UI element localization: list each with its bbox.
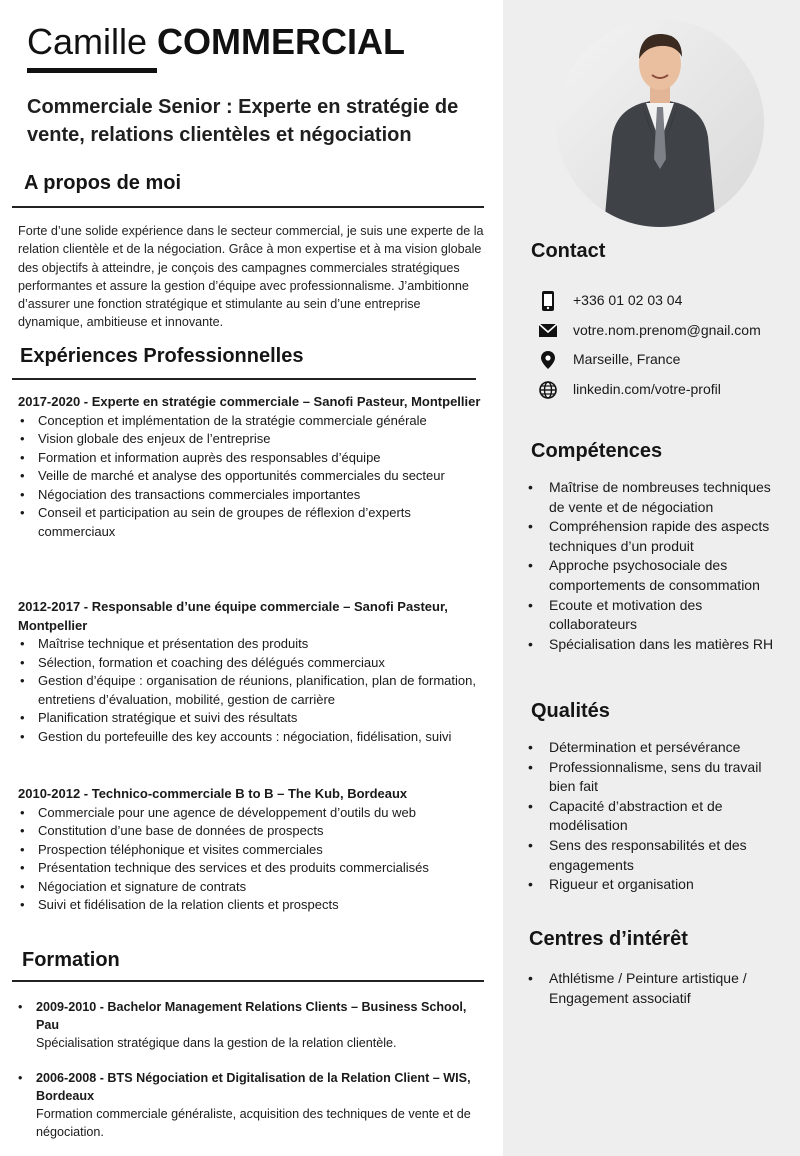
education-body [18, 1069, 488, 1141]
quality-item: • Détermination et persévérance [528, 738, 790, 758]
education-bullet: • [18, 1000, 23, 1014]
skill-item: • Ecoute et motivation des collaborateurs [528, 596, 790, 635]
skill-item: • Approche psychosociale des comportements de consommation [528, 556, 790, 595]
skill-item: • Spécialisation dans les matières RH [528, 635, 790, 655]
job-task: • Commerciale pour une agence de développement d’outils du web [18, 804, 488, 823]
job-title: 2017-2020 - Experte en stratégie commerciale – Sanofi Pasteur, Montpellier [18, 394, 481, 409]
globe-icon [538, 380, 558, 398]
qualities-list [528, 738, 790, 895]
location-pin-icon [538, 350, 558, 368]
skill-item: • Maîtrise de nombreuses techniques de vente et de négociation [528, 478, 790, 517]
quality-item: • Sens des responsabilités et des engagements [528, 836, 790, 875]
interests-title: Centres d’intérêt [529, 928, 688, 950]
job-entry [18, 393, 488, 541]
education-description: Spécialisation stratégique dans la gestion de la relation clientèle. [36, 1036, 397, 1050]
linkedin-url: linkedin.com/votre-profil [573, 381, 721, 397]
contact-location [538, 348, 788, 370]
job-tasks [18, 635, 488, 746]
quality-item: • Capacité d’abstraction et de modélisation [528, 797, 790, 836]
headline: Commerciale Senior : Experte en stratégie de vente, relations clientèles et négociation [27, 96, 459, 146]
education-rule [12, 980, 484, 982]
skills-list [528, 478, 790, 654]
job-task: • Conception et implémentation de la stratégie commerciale générale [18, 412, 488, 431]
experience-title: Expériences Professionnelles [20, 345, 304, 367]
job-task: • Formation et information auprès des responsables d’équipe [18, 449, 488, 468]
location: Marseille, France [573, 351, 681, 367]
job-task: • Présentation technique des services et des produits commercialisés [18, 859, 488, 878]
quality-item: • Rigueur et organisation [528, 875, 790, 895]
contact-linkedin [538, 378, 788, 400]
interest-item: • Athlétisme / Peinture artistique / Engagement associatif [528, 969, 790, 1008]
job-task: • Négociation et signature de contrats [18, 878, 488, 897]
job-tasks [18, 804, 488, 915]
first-name: Camille [27, 21, 148, 62]
job-task: • Gestion d’équipe : organisation de réunions, planification, plan de formation, entretiens d’évaluation, mobilité, gestion de carrière [18, 672, 488, 709]
job-task: • Sélection, formation et coaching des délégués commerciaux [18, 654, 488, 673]
contact-phone [538, 289, 788, 311]
qualities-title: Qualités [531, 700, 610, 722]
contact-email [538, 319, 788, 341]
education-title: Formation [22, 949, 120, 971]
job-task: • Constitution d’une base de données de prospects [18, 822, 488, 841]
name-underline [27, 68, 157, 73]
job-tasks [18, 412, 488, 542]
job-title: 2012-2017 - Responsable d’une équipe commerciale – Sanofi Pasteur, Montpellier [18, 599, 448, 633]
job-task: • Suivi et fidélisation de la relation clients et prospects [18, 896, 488, 915]
about-text: Forte d’une solide expérience dans le secteur commercial, je suis une experte de la relation clientèle et de la négociation. Grâce à mon expertise et à ma vision globale des objectifs à atteindre, je conçois des campagnes commerciales stratégiques performantes et assure la gestion d’équipe avec professionnalisme. J’ambitionne d’assurer une fonction stratégique et stimulante au sein d’une entreprise dynamique, ambitieuse et innovante. [18, 224, 484, 330]
job-task: • Veille de marché et analyse des opportunités commerciales du secteur [18, 467, 488, 486]
education-entry [18, 1069, 488, 1141]
candidate-name [27, 18, 405, 66]
education-entry [18, 998, 488, 1052]
interests-list [528, 969, 790, 1008]
quality-item: • Professionnalisme, sens du travail bien fait [528, 758, 790, 797]
job-task: • Gestion du portefeuille des key accounts : négociation, fidélisation, suivi [18, 728, 488, 747]
job-title: 2010-2012 - Technico-commerciale B to B – The Kub, Bordeaux [18, 786, 408, 801]
experience-rule [12, 378, 476, 380]
contact-title: Contact [531, 240, 606, 262]
job-task: • Planification stratégique et suivi des résultats [18, 709, 488, 728]
education-body [18, 998, 488, 1052]
education-degree: 2006-2008 - BTS Négociation et Digitalisation de la Relation Client – WIS, Bordeaux [36, 1071, 471, 1103]
about-rule [12, 206, 484, 208]
email-address: votre.nom.prenom@gnail.com [573, 322, 761, 338]
job-task: • Conseil et participation au sein de groupes de réflexion d’experts commerciaux [18, 504, 488, 541]
skills-title: Compétences [531, 440, 663, 462]
job-task: • Prospection téléphonique et visites commerciales [18, 841, 488, 860]
phone-number: +336 01 02 03 04 [573, 292, 683, 308]
last-name: COMMERCIAL [157, 21, 406, 62]
education-description: Formation commerciale généraliste, acquisition des techniques de vente et de négociation. [36, 1107, 471, 1139]
job-entry [18, 598, 488, 746]
skill-item: • Compréhension rapide des aspects techniques d’un produit [528, 517, 790, 556]
phone-icon [538, 291, 558, 309]
job-task: • Maîtrise technique et présentation des produits [18, 635, 488, 654]
job-task: • Négociation des transactions commerciales importantes [18, 486, 488, 505]
about-title: A propos de moi [24, 172, 182, 194]
education-degree: 2009-2010 - Bachelor Management Relations Clients – Business School, Pau [36, 1000, 467, 1032]
envelope-icon [538, 321, 558, 339]
job-task: • Vision globale des enjeux de l’entreprise [18, 430, 488, 449]
education-bullet: • [18, 1071, 23, 1085]
profile-photo [556, 19, 764, 227]
job-entry [18, 785, 488, 915]
